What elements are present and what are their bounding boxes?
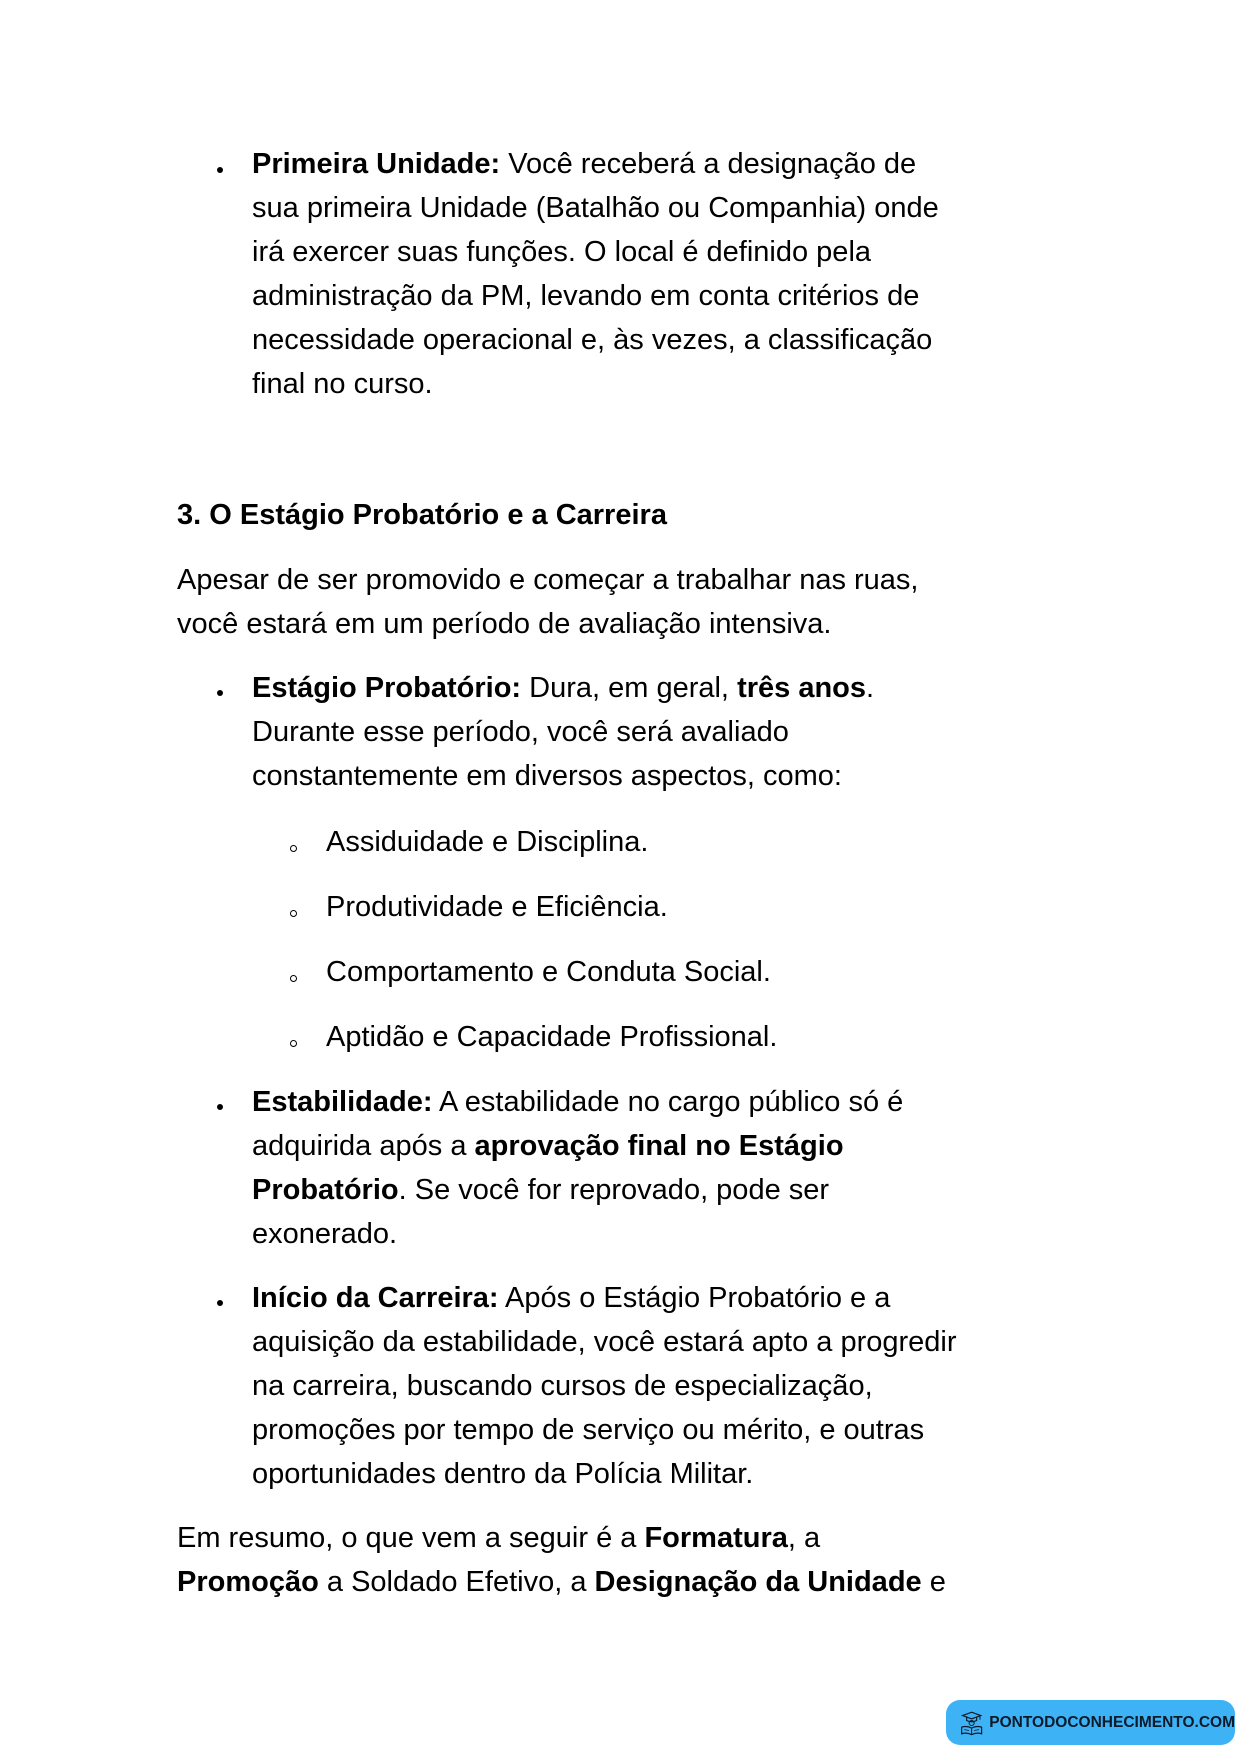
item-text: Você receberá a designação de	[500, 148, 917, 180]
list-item-estabilidade	[252, 1085, 903, 1119]
list-item-primeira-unidade	[252, 147, 916, 181]
summary-text: , a	[787, 1522, 821, 1554]
circle-bullet-icon	[290, 1040, 297, 1047]
list-item-estagio	[252, 671, 874, 705]
text-line: irá exercer suas funções. O local é definido pela	[252, 236, 872, 268]
text-line: na carreira, buscando cursos de especialização,	[252, 1370, 873, 1402]
item-emphasis: três anos	[737, 672, 867, 704]
bullet-icon	[217, 690, 223, 696]
summary-emphasis: Promoção	[177, 1566, 319, 1598]
intro-line: você estará em um período de avaliação intensiva.	[177, 608, 832, 640]
graduate-book-icon	[960, 1708, 983, 1738]
sub-item: Aptidão e Capacidade Profissional.	[326, 1021, 778, 1053]
text-line: oportunidades dentro da Polícia Militar.	[252, 1458, 754, 1490]
text-line	[252, 1129, 844, 1163]
circle-bullet-icon	[290, 845, 297, 852]
summary-emphasis: Designação da Unidade	[594, 1566, 922, 1598]
item-label: Início da Carreira:	[252, 1282, 499, 1314]
text-line: exonerado.	[252, 1218, 398, 1250]
item-emphasis: Probatório	[252, 1174, 399, 1206]
item-label: Primeira Unidade:	[252, 148, 501, 180]
text-line: Durante esse período, você será avaliado	[252, 716, 789, 748]
bullet-icon	[217, 1300, 223, 1306]
text-line: aquisição da estabilidade, você estará apto a progredir	[252, 1326, 957, 1358]
summary-text: Em resumo, o que vem a seguir é a	[177, 1522, 645, 1554]
item-label: Estágio Probatório:	[252, 672, 522, 704]
text-line: necessidade operacional e, às vezes, a classificação	[252, 324, 933, 356]
text-line: sua primeira Unidade (Batalhão ou Companhia) onde	[252, 192, 939, 224]
item-emphasis: aprovação final no Estágio	[474, 1130, 844, 1162]
item-text: adquirida após a	[252, 1130, 475, 1162]
section-heading: 3. O Estágio Probatório e a Carreira	[177, 499, 667, 531]
item-text: A estabilidade no cargo público só é	[432, 1086, 904, 1118]
text-line: administração da PM, levando em conta critérios de	[252, 280, 920, 312]
text-line	[252, 1173, 829, 1207]
sub-item: Comportamento e Conduta Social.	[326, 956, 771, 988]
summary-emphasis: Formatura	[644, 1522, 788, 1554]
item-label: Estabilidade:	[252, 1086, 433, 1118]
summary-line	[177, 1565, 946, 1599]
intro-line: Apesar de ser promovido e começar a trabalhar nas ruas,	[177, 564, 919, 596]
item-text: . Se você for reprovado, pode ser	[398, 1174, 830, 1206]
bullet-icon	[217, 167, 223, 173]
sub-item: Produtividade e Eficiência.	[326, 891, 668, 923]
summary-line	[177, 1521, 820, 1555]
summary-text: e	[921, 1566, 946, 1598]
watermark-text: PONTODOCONHECIMENTO.COM	[989, 1713, 1235, 1731]
sub-item: Assiduidade e Disciplina.	[326, 826, 649, 858]
text-line: final no curso.	[252, 368, 433, 400]
list-item-inicio	[252, 1281, 890, 1315]
item-text: .	[866, 672, 875, 704]
item-text: Dura, em geral,	[521, 672, 738, 704]
text-line: promoções por tempo de serviço ou mérito, e outras	[252, 1414, 925, 1446]
item-text: Após o Estágio Probatório e a	[498, 1282, 891, 1314]
circle-bullet-icon	[290, 910, 297, 917]
bullet-icon	[217, 1104, 223, 1110]
text-line: constantemente em diversos aspectos, como:	[252, 760, 842, 792]
summary-text: a Soldado Efetivo, a	[318, 1566, 595, 1598]
watermark-badge	[946, 1700, 1235, 1745]
circle-bullet-icon	[290, 975, 297, 982]
